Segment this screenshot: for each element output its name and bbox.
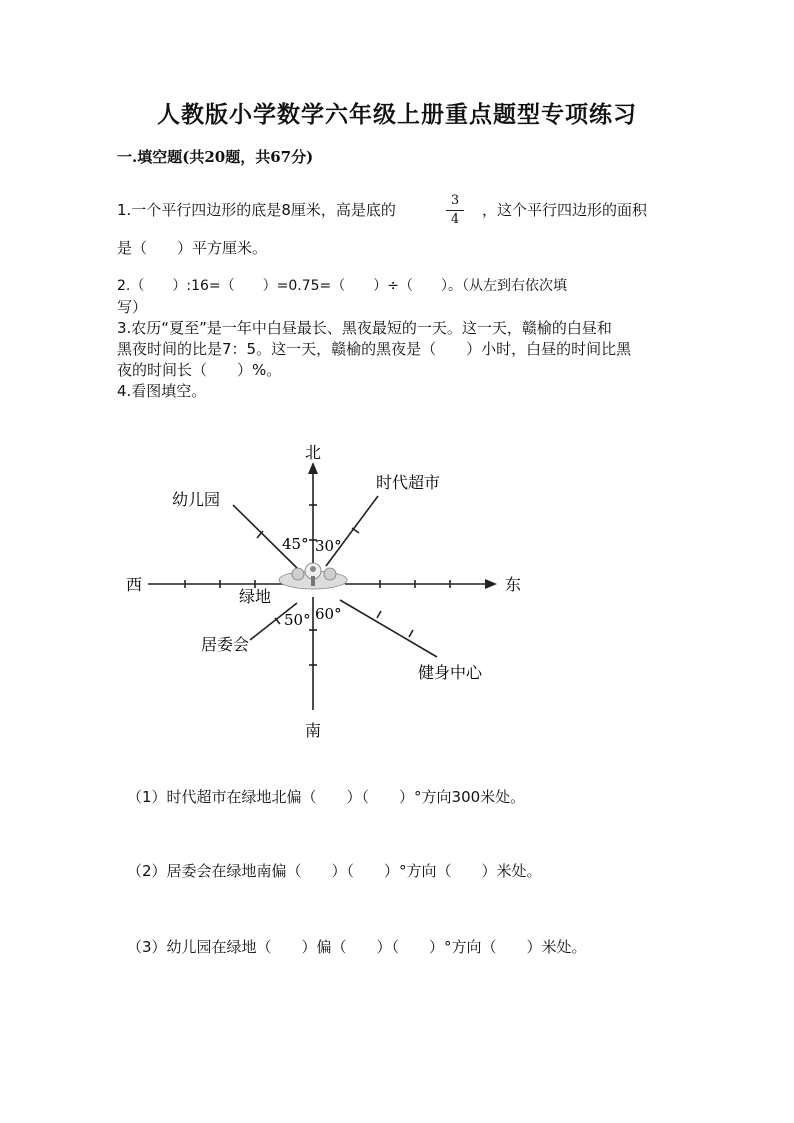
page-title: 人教版小学数学六年级上册重点题型专项练习 bbox=[157, 101, 637, 128]
north-arrow-icon bbox=[308, 462, 318, 474]
question-2-line2: 写） bbox=[117, 298, 148, 316]
angle-ne-label: 30° bbox=[315, 537, 342, 555]
question-1-line2: 是（ ）平方厘米。 bbox=[117, 239, 268, 257]
question-3-line2: 黑夜时间的比是7：5。这一天，赣榆的黑夜是（ ）小时，白昼的时间比黑 bbox=[117, 340, 632, 358]
question-2-line1: 2.（ ）:16=（ ）=0.75=（ ）÷（ ）。（从左到右依次填 bbox=[117, 278, 567, 294]
question-1-line1: 1.一个平行四边形的底是8厘米，高是底的 bbox=[117, 201, 396, 219]
center-label: 绿地 bbox=[239, 587, 272, 606]
kindergarten-label: 幼儿园 bbox=[172, 490, 221, 509]
question-1-line1-tail: ，这个平行四边形的面积 bbox=[482, 201, 648, 219]
angle-nw-label: 45° bbox=[282, 535, 309, 553]
south-label: 南 bbox=[304, 721, 322, 740]
east-label: 东 bbox=[505, 575, 522, 594]
fraction-numerator: 3 bbox=[450, 193, 460, 208]
green-land-icon bbox=[279, 563, 347, 589]
committee-label: 居委会 bbox=[201, 635, 250, 654]
question-4-line1: 4.看图填空。 bbox=[117, 382, 207, 400]
subquestion-3: （3）幼儿园在绿地（ ）偏（ ）（ ）°方向（ ）米处。 bbox=[127, 938, 587, 956]
east-arrow-icon bbox=[485, 579, 497, 589]
angle-sw-label: 50° bbox=[284, 611, 311, 629]
angle-se-label: 60° bbox=[315, 605, 342, 623]
question-3-line3: 夜的时间长（ ）%。 bbox=[117, 361, 282, 379]
ray-fitness bbox=[340, 600, 437, 657]
fraction-denominator: 4 bbox=[450, 212, 460, 227]
subquestion-2: （2）居委会在绿地南偏（ ）（ ）°方向（ ）米处。 bbox=[127, 862, 542, 880]
north-label: 北 bbox=[304, 443, 322, 462]
west-label: 西 bbox=[126, 575, 143, 594]
section-heading: 一.填空题(共20题，共67分) bbox=[117, 148, 314, 166]
question-3-line1: 3.农历“夏至”是一年中白昼最长、黑夜最短的一天。这一天，赣榆的白昼和 bbox=[117, 319, 612, 337]
ray-supermarket bbox=[326, 496, 378, 566]
supermarket-label: 时代超市 bbox=[376, 473, 441, 492]
fitness-label: 健身中心 bbox=[418, 663, 483, 682]
subquestion-1: （1）时代超市在绿地北偏（ ）（ ）°方向300米处。 bbox=[127, 788, 526, 806]
